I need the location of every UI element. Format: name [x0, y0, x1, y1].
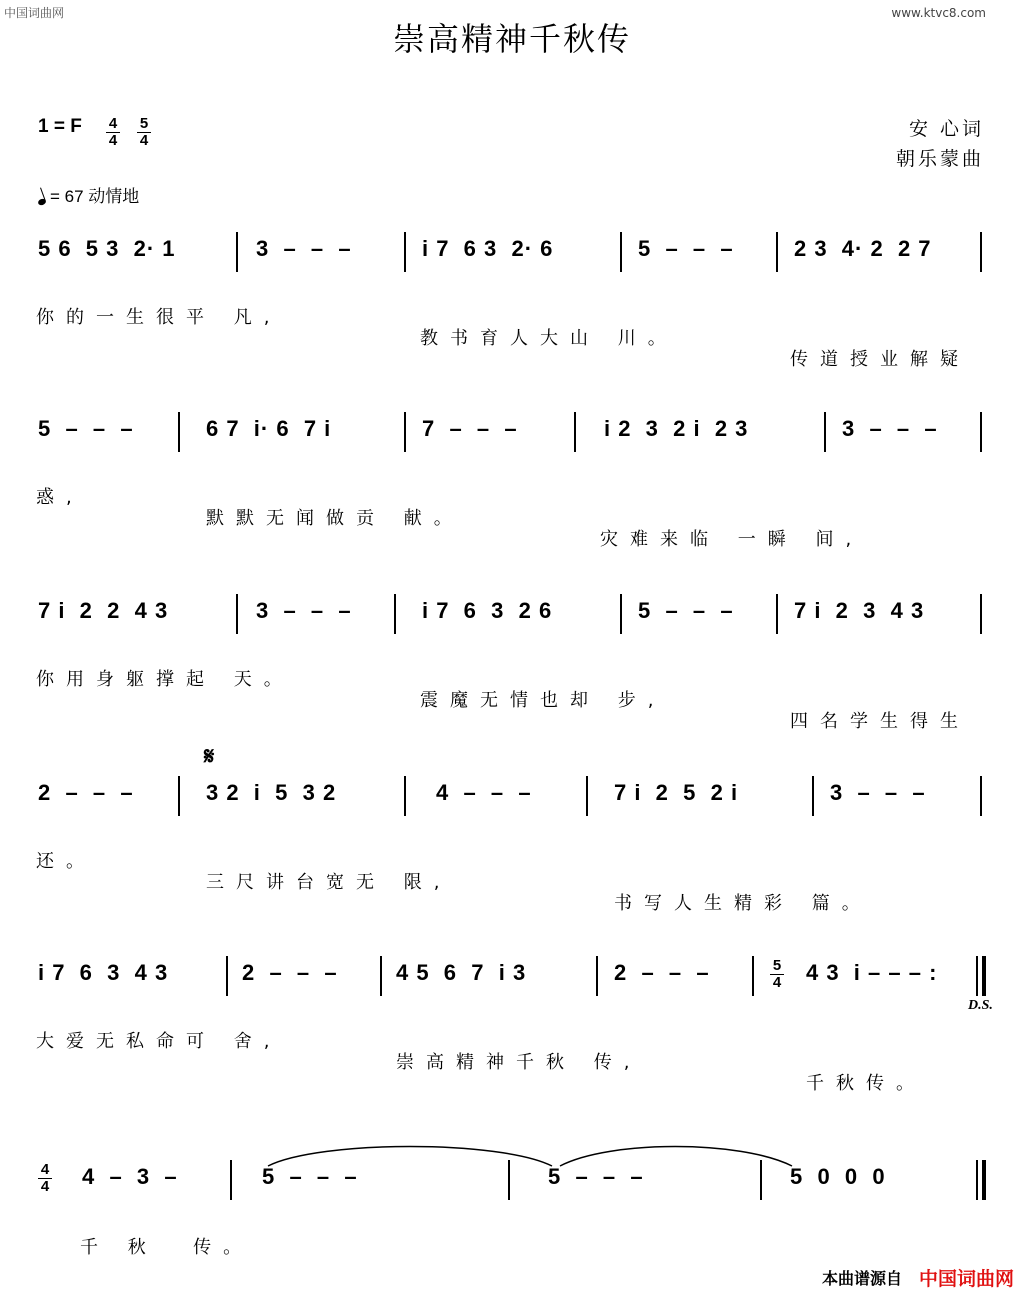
- measure: 4 – 3 –: [82, 1164, 178, 1189]
- measure: 4 – – –: [436, 780, 532, 805]
- barline: [776, 594, 778, 634]
- measure: 4 3 i – – – :: [806, 960, 938, 985]
- lyric-phrase: 默默无闻做贡 献。: [206, 508, 464, 529]
- measure: 5 – – –: [38, 416, 134, 441]
- barline: [574, 412, 576, 452]
- barline: [776, 232, 778, 272]
- measure: 3 – – –: [256, 236, 352, 261]
- barline: [178, 776, 180, 816]
- barline: [620, 232, 622, 272]
- lyric-phrase: 你的一生很平 凡,: [36, 307, 282, 328]
- measure: i 2 3 2 i 2 3: [604, 416, 749, 441]
- lyric-phrase: 千 秋 传。: [80, 1237, 254, 1258]
- barline: [236, 232, 238, 272]
- time-sig-numerator: 4: [40, 1161, 50, 1178]
- footer-source-label: 本曲谱源自: [821, 1269, 902, 1288]
- barline: [824, 412, 826, 452]
- time-signature-5-4: [137, 116, 151, 149]
- measure: 2 – – –: [242, 960, 338, 985]
- barline: [230, 1160, 232, 1200]
- lyric-phrase: 还。: [36, 851, 96, 872]
- time-sig-denominator: 4: [139, 132, 149, 149]
- time-sig-denominator: 4: [772, 974, 782, 991]
- barline: [812, 776, 814, 816]
- measure: 3 2 i 5 3 2: [206, 780, 337, 805]
- barline: [760, 1160, 762, 1200]
- measure: 3 – – –: [256, 598, 352, 623]
- lyric-phrase: 教书育人大山 川。: [420, 328, 678, 349]
- lyric-phrase: 书写人生精彩 篇。: [614, 893, 872, 914]
- lyrics-line-1: [36, 282, 970, 370]
- measure: 2 – – –: [38, 780, 134, 805]
- lyric-phrase: 大爱无私命可 舍,: [36, 1031, 282, 1052]
- measure: 5 – – –: [638, 236, 734, 261]
- lyricist-credit: 安 心词: [908, 118, 984, 140]
- measure: i 7 6 3 4 3: [38, 960, 169, 985]
- time-signature-change: [38, 1162, 52, 1195]
- footer-site-link[interactable]: 中国词曲网: [918, 1268, 1014, 1290]
- time-signature-4-4: [106, 116, 120, 149]
- tempo-marking: [38, 182, 139, 207]
- barline: [980, 412, 982, 452]
- measure: 5 6 5 3 2· 1: [38, 236, 176, 261]
- dal-segno-marking: D.S.: [968, 998, 993, 1013]
- barline: [508, 1160, 510, 1200]
- lyric-phrase: 传道授业解疑: [790, 349, 970, 370]
- barline: [980, 594, 982, 634]
- lyric-phrase: 三尺讲台宽无 限,: [206, 872, 452, 893]
- lyric-phrase: 惑,: [36, 487, 84, 508]
- time-sig-denominator: 4: [40, 1178, 50, 1195]
- barline: [404, 776, 406, 816]
- lyric-phrase: 震魔无情也却 步,: [420, 690, 666, 711]
- measure: i 7 6 3 2· 6: [422, 236, 554, 261]
- lyrics-line-5: [36, 1006, 926, 1094]
- barline: [394, 594, 396, 634]
- barline: [380, 956, 382, 996]
- measure: 5 – – –: [548, 1164, 644, 1189]
- lyrics-line-2: [36, 462, 864, 550]
- barline: [980, 232, 982, 272]
- lyric-phrase: 四名学生得生: [790, 711, 970, 732]
- composer-credit: 朝乐蒙曲: [895, 148, 984, 170]
- lyric-phrase: 千秋传。: [806, 1073, 926, 1094]
- measure: 6 7 i· 6 7 i: [206, 416, 332, 441]
- measure: 3 – – –: [830, 780, 926, 805]
- measure: 4 5 6 7 i 3: [396, 960, 527, 985]
- lyrics-line-6: [36, 1212, 254, 1258]
- measure: 5 – – –: [262, 1164, 358, 1189]
- key-signature: 1 = F: [38, 116, 82, 137]
- measure: 5 0 0 0: [790, 1164, 886, 1189]
- barline: [980, 776, 982, 816]
- watermark-right: www.ktvc8.com: [891, 6, 986, 20]
- measure: 2 3 4· 2 2 7: [794, 236, 932, 261]
- barline: [586, 776, 588, 816]
- measure: 5 – – –: [638, 598, 734, 623]
- measure: i 7 6 3 2 6: [422, 598, 553, 623]
- segno-sign: 𝄋: [204, 742, 215, 770]
- measure: 3 – – –: [842, 416, 938, 441]
- measure: 7 i 2 3 4 3: [794, 598, 925, 623]
- watermark-left: 中国词曲网: [4, 6, 65, 20]
- time-sig-denominator: 4: [108, 132, 118, 149]
- barline: [620, 594, 622, 634]
- lyric-phrase: 灾难来临 一瞬 间,: [600, 529, 864, 550]
- lyrics-line-4: [36, 826, 872, 914]
- barline: [236, 594, 238, 634]
- barline: [404, 412, 406, 452]
- time-sig-numerator: 5: [772, 957, 782, 974]
- repeat-barline-thin: [976, 956, 978, 996]
- barline: [752, 956, 754, 996]
- time-sig-numerator: 4: [108, 115, 118, 132]
- final-barline-thin: [976, 1160, 978, 1200]
- time-sig-numerator: 5: [139, 115, 149, 132]
- measure: 7 i 2 2 4 3: [38, 598, 169, 623]
- measure: 7 – – –: [422, 416, 518, 441]
- barline: [404, 232, 406, 272]
- measure: 7 i 2 5 2 i: [614, 780, 739, 805]
- barline: [178, 412, 180, 452]
- tempo-text: = 67 动情地: [50, 187, 140, 206]
- measure: 2 – – –: [614, 960, 710, 985]
- final-barline-thick: [982, 1160, 986, 1200]
- lyric-phrase: 崇高精神千秋 传,: [396, 1052, 642, 1073]
- lyrics-line-3: [36, 644, 970, 732]
- time-signature-change: [770, 958, 784, 991]
- barline: [226, 956, 228, 996]
- lyric-phrase: 你用身躯撑起 天。: [36, 669, 294, 690]
- quarter-note-icon: [37, 198, 47, 206]
- repeat-barline-thick: [982, 956, 986, 996]
- song-title: 崇高精神千秋传: [392, 20, 631, 58]
- barline: [596, 956, 598, 996]
